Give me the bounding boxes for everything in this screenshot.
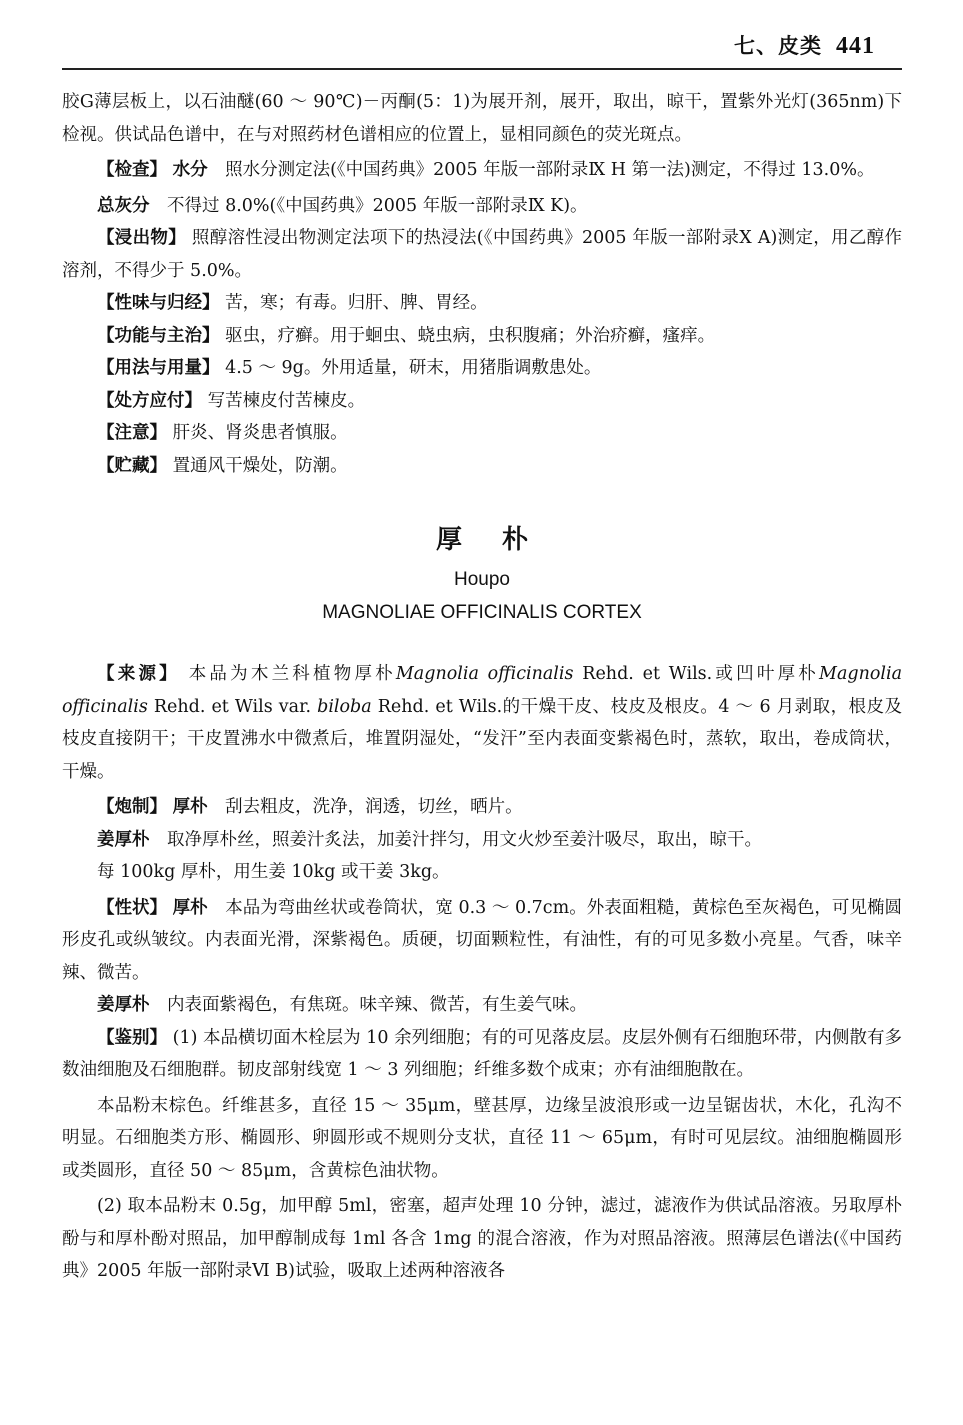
caution-text: 肝炎、肾炎患者慎服。: [172, 423, 348, 443]
storage-text: 置通风干燥处，防潮。: [172, 455, 348, 476]
processing-paragraph: [62, 791, 902, 824]
tlc-paragraph: (2) 取本品粉末 0.5g，加甲醇 5ml，密塞，超声处理 10 分钟，滤过，滤液作为供试品溶液。另取厚朴酚与和厚朴酚对照品，加甲醇制成每 1ml 各含 1mg 的混合溶液，作为对照品溶液。照薄层色谱法(《中国药典》2005 年版一部附录Ⅵ B)试验，吸取上述两种溶液各: [62, 1196, 902, 1281]
description-paragraph: [62, 892, 902, 990]
source-text: 本品为木兰科植物厚朴: [188, 664, 396, 684]
source-paragraph: [62, 658, 902, 788]
header-rule: [62, 68, 902, 70]
species-name: Magnolia officinalis: [395, 664, 574, 684]
monograph-title-pinyin: Houpo: [454, 569, 510, 590]
running-head: [734, 30, 875, 60]
extract-text: 照醇溶性浸出物测定法项下的热浸法(《中国药典》2005 年版一部附录Ⅹ A)测定，用乙醇作溶剂，不得少于 5.0%。: [62, 228, 902, 281]
ash-text: 不得过 8.0%(《中国药典》2005 年版一部附录Ⅸ K)。: [167, 195, 588, 216]
processing-text: 刮去粗皮，洗净，润透，切丝，晒片。: [225, 797, 523, 817]
source-text: Rehd. et Wils var.: [147, 696, 318, 717]
identification-tag: 【鉴别】: [97, 1027, 168, 1048]
dosage-tag: 【用法与用量】: [97, 358, 220, 378]
taste-text: 苦，寒；有毒。归肝、脾、胃经。: [225, 293, 488, 313]
function-tag: 【功能与主治】: [97, 325, 220, 346]
dosage-paragraph: [62, 352, 902, 385]
ginger-processing-paragraph: [62, 824, 902, 857]
storage-paragraph: [62, 450, 902, 483]
identification-text: (1) 本品横切面木栓层为 10 余列细胞；有的可见落皮层。皮层外侧有石细胞环带，内侧散有多数油细胞及石细胞群。韧皮部射线宽 1 ～ 3 列细胞；纤维多数个成束；亦有油细胞散在。: [62, 1027, 902, 1080]
description-text: 本品为弯曲丝状或卷筒状，宽 0.3 ～ 0.7cm。外表面粗糙，黄棕色至灰褐色，可见椭圆形皮孔或纵皱纹。内表面光滑，深紫褐色。质硬，切面颗粒性，有油性，有的可见多数小亮星。气香，味辛辣、微苦。: [62, 897, 902, 983]
moisture-subheading: 水分: [172, 160, 208, 180]
identification-paragraph: [62, 1022, 902, 1087]
ash-subheading: 总灰分: [97, 195, 150, 216]
ginger-processing-subheading: 姜厚朴: [97, 829, 150, 850]
processing-subheading: 厚朴: [172, 797, 208, 817]
check-tag: 【检查】: [97, 160, 167, 180]
caution-tag: 【注意】: [97, 423, 167, 443]
monograph-title-latin: MAGNOLIAE OFFICINALIS CORTEX: [322, 602, 642, 623]
page-body: [62, 86, 902, 1288]
extract-paragraph: [62, 222, 902, 287]
source-text: Rehd. et Wils.的干燥干皮、枝皮及根皮。4 ～ 6 月剥取，根皮及枝皮直接阴干；干皮置沸水中微煮后，堆置阴湿处，“发汗”至内表面变紫褐色时，蒸软，取出，卷成筒状，干燥。: [62, 696, 902, 782]
moisture-text: 照水分测定法(《中国药典》2005 年版一部附录Ⅸ H 第一法)测定，不得过 13.0%。: [225, 160, 875, 180]
section-name: 七、皮类: [734, 34, 822, 58]
description-subheading: 厚朴: [172, 897, 208, 918]
page-number: 441: [836, 33, 875, 59]
ginger-description-paragraph: [62, 989, 902, 1022]
extract-tag: 【浸出物】: [97, 228, 187, 248]
ginger-description-text: 内表面紫褐色，有焦斑。味辛辣、微苦，有生姜气味。: [167, 995, 587, 1015]
variety-name: biloba: [317, 696, 372, 717]
ash-paragraph: [62, 190, 902, 223]
processing-tag: 【炮制】: [97, 797, 167, 817]
ginger-processing-text: 取净厚朴丝，照姜汁炙法，加姜汁拌匀，用文火炒至姜汁吸尽，取出，晾干。: [167, 829, 762, 850]
taste-tag: 【性味与归经】: [97, 293, 220, 313]
description-tag: 【性状】: [97, 897, 168, 918]
storage-tag: 【贮藏】: [97, 455, 167, 476]
source-text: Rehd. et Wils.或凹叶厚朴: [573, 664, 820, 684]
species-name: Magnolia officinalis: [62, 664, 903, 717]
prescription-text: 写苦楝皮付苦楝皮。: [207, 390, 366, 411]
prescription-paragraph: [62, 385, 902, 418]
ginger-description-subheading: 姜厚朴: [97, 995, 150, 1015]
monograph-heading: [62, 520, 902, 628]
powder-paragraph: 本品粉末棕色。纤维甚多，直径 15 ～ 35μm，壁甚厚，边缘呈波浪形或一边呈锯齿状，木化，孔沟不明显。石细胞类方形、椭圆形、卵圆形或不规则分支状，直径 11 ～ 65μm，有时可见层纹。油细胞椭圆形或类圆形，直径 50 ～ 85μm，含黄棕色油状物。: [62, 1095, 902, 1181]
prescription-tag: 【处方应付】: [97, 390, 202, 411]
taste-paragraph: [62, 287, 902, 320]
ginger-ratio-paragraph: 每 100kg 厚朴，用生姜 10kg 或干姜 3kg。: [97, 862, 450, 882]
source-tag: 【来源】: [97, 664, 180, 684]
dosage-text: 4.5 ～ 9g。外用适量，研末，用猪脂调敷患处。: [225, 358, 602, 378]
monograph-title-chinese: 厚朴: [435, 525, 568, 555]
check-paragraph: [62, 154, 902, 187]
continued-paragraph: 胶G薄层板上，以石油醚(60 ～ 90℃)－丙酮(5：1)为展开剂，展开，取出，晾干，置紫外光灯(365nm)下检视。供试品色谱中，在与对照药材色谱相应的位置上，显相同颜色的荧光斑点。: [62, 92, 902, 145]
caution-paragraph: [62, 417, 902, 450]
function-paragraph: [62, 320, 902, 353]
function-text: 驱虫，疗癣。用于蛔虫、蛲虫病，虫积腹痛；外治疥癣，瘙痒。: [225, 325, 716, 346]
